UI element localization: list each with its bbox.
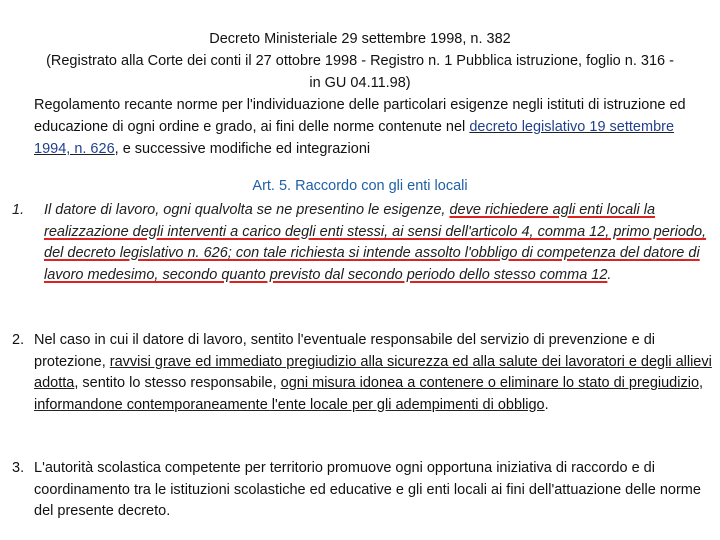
decree-title: Decreto Ministeriale 29 settembre 1998, n. 382 — [209, 31, 511, 47]
decree-link[interactable]: decreto legislativo 19 settembre 1994, n. 626 — [34, 119, 675, 157]
list-item — [12, 330, 712, 416]
regulation-description — [0, 94, 720, 160]
item-text-end: . — [544, 396, 549, 413]
item-text-mid: , sentito lo stesso responsabile, — [74, 375, 281, 391]
highlighted-text: ogni misura idonea a contenere o eliminare lo stato di pregiudizio, informandone contemporaneamente l'ente locale per gli adempimenti di obbligo — [34, 375, 704, 413]
document-header — [0, 28, 720, 160]
item-number: 1. — [12, 202, 25, 218]
list-item — [12, 200, 712, 286]
regulation-suffix: , e successive modifiche ed integrazioni — [114, 141, 371, 157]
regulation-text: Regolamento recante norme per l'individuazione delle particolari esigenze negli istituti di istruzione ed educazione di ogni ordine e grado, ai fini delle norme contenute nel — [34, 97, 686, 135]
highlighted-text: ravvisi grave ed immediato pregiudizio alla sicurezza ed alla salute dei lavoratori e degli allievi adotta — [34, 353, 712, 391]
registration-note: (Registrato alla Corte dei conti il 27 ottobre 1998 - Registro n. 1 Pubblica istruzione, foglio n. 316 - in GU 04.11.98) — [46, 53, 674, 91]
item-text: Nel caso in cui il datore di lavoro, sentito l'eventuale responsabile del servizio di prevenzione e di protezione, — [34, 332, 655, 370]
item-text: L'autorità scolastica competente per territorio promuove ogni opportuna iniziativa di raccordo e di coordinamento tra le istituzioni scolastiche ed educative e gli enti locali ai fini dell'attuazione delle norme del presente decreto. — [34, 460, 701, 519]
item-number: 3. — [12, 460, 25, 476]
list-item — [12, 458, 712, 523]
article-title: Art. 5. Raccordo con gli enti locali — [252, 178, 468, 194]
item-number: 2. — [12, 332, 25, 348]
item-text-end: . — [607, 266, 612, 283]
item-text: Il datore di lavoro, ogni qualvolta se ne presentino le esigenze, — [44, 202, 450, 218]
highlighted-text: deve richiedere agli enti locali la realizzazione degli interventi a carico degli enti stessi, ai sensi dell'articolo 4, comma 12, primo periodo, del decreto legislativo n. 626; con tale richiesta si intende assolto l'obbligo di competenza del datore di lavoro medesimo, secondo quanto previsto dal secondo periodo dello stesso comma 12 — [44, 202, 707, 283]
